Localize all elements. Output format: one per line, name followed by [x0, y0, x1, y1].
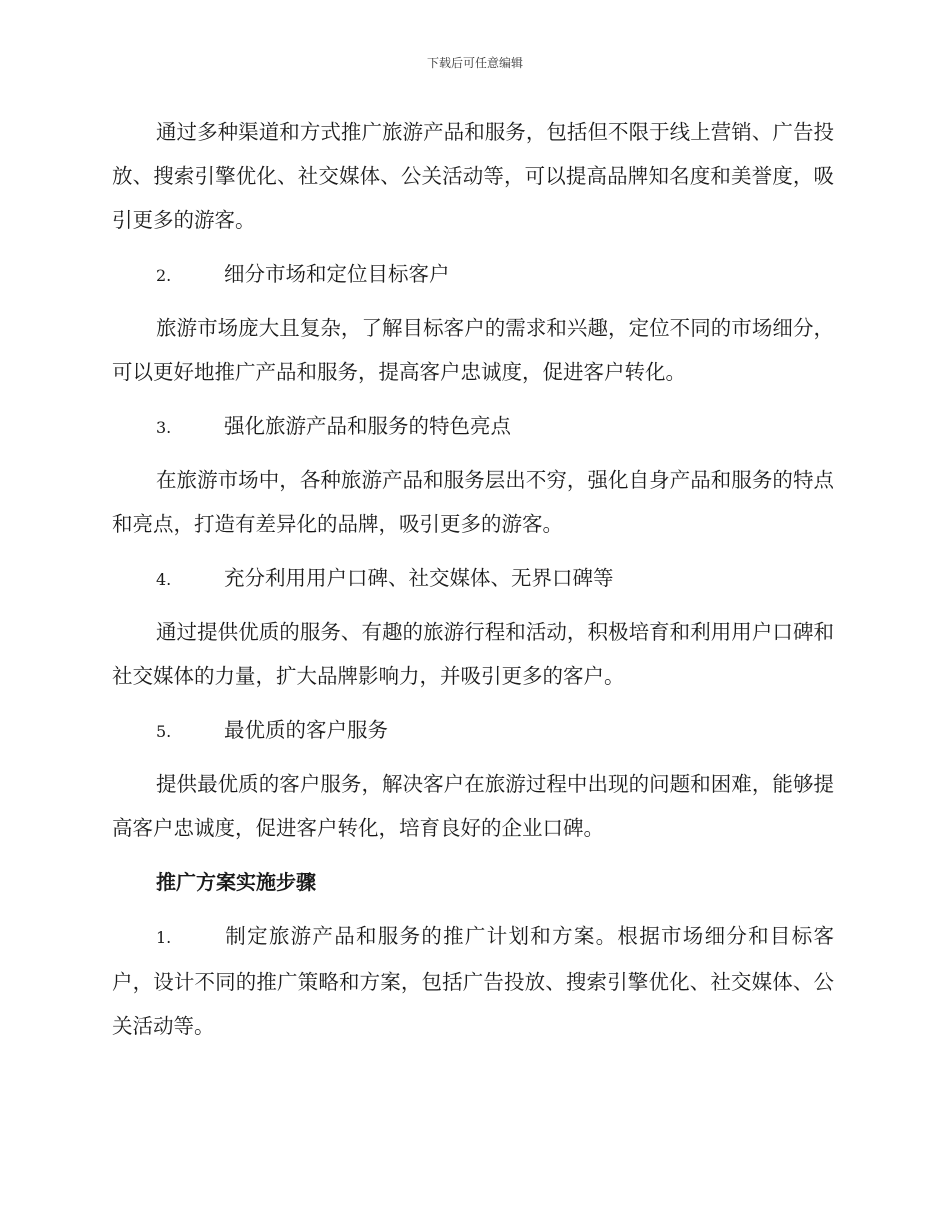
paragraph: 通过提供优质的服务、有趣的旅游行程和活动，积极培育和利用用户口碑和社交媒体的力量，扩大品牌影响力，并吸引更多的客户。	[112, 620, 834, 688]
paragraph: 在旅游市场中，各种旅游产品和服务层出不穷，强化自身产品和服务的特点和亮点，打造有差异化的品牌，吸引更多的游客。	[112, 468, 834, 536]
list-title: 强化旅游产品和服务的特色亮点	[224, 414, 511, 438]
paragraph: 旅游市场庞大且复杂，了解目标客户的需求和兴趣，定位不同的市场细分，可以更好地推广产品和服务，提高客户忠诚度，促进客户转化。	[112, 316, 834, 384]
page-header: 下载后可任意编辑	[426, 56, 523, 70]
list-item	[112, 556, 834, 600]
list-number: 5.	[156, 722, 172, 741]
section-heading: 推广方案实施步骤	[156, 870, 316, 894]
list-title: 细分市场和定位目标客户	[224, 262, 450, 286]
document-content	[112, 110, 834, 1048]
step-item	[112, 914, 834, 1048]
step-text: 制定旅游产品和服务的推广计划和方案。根据市场细分和目标客户，设计不同的推广策略和方案，包括广告投放、搜索引擎优化、社交媒体、公关活动等。	[112, 924, 834, 1038]
list-number: 4.	[156, 570, 172, 589]
list-item	[112, 708, 834, 752]
list-item	[112, 252, 834, 296]
list-item	[112, 404, 834, 448]
list-number: 3.	[156, 418, 172, 437]
list-title: 最优质的客户服务	[224, 718, 388, 742]
paragraph: 通过多种渠道和方式推广旅游产品和服务，包括但不限于线上营销、广告投放、搜索引擎优化、社交媒体、公关活动等，可以提高品牌知名度和美誉度，吸引更多的游客。	[112, 120, 834, 232]
list-title: 充分利用用户口碑、社交媒体、无界口碑等	[224, 566, 614, 590]
paragraph: 提供最优质的客户服务，解决客户在旅游过程中出现的问题和困难，能够提高客户忠诚度，促进客户转化，培育良好的企业口碑。	[112, 772, 834, 840]
step-number: 1.	[156, 928, 172, 947]
list-number: 2.	[156, 266, 172, 285]
